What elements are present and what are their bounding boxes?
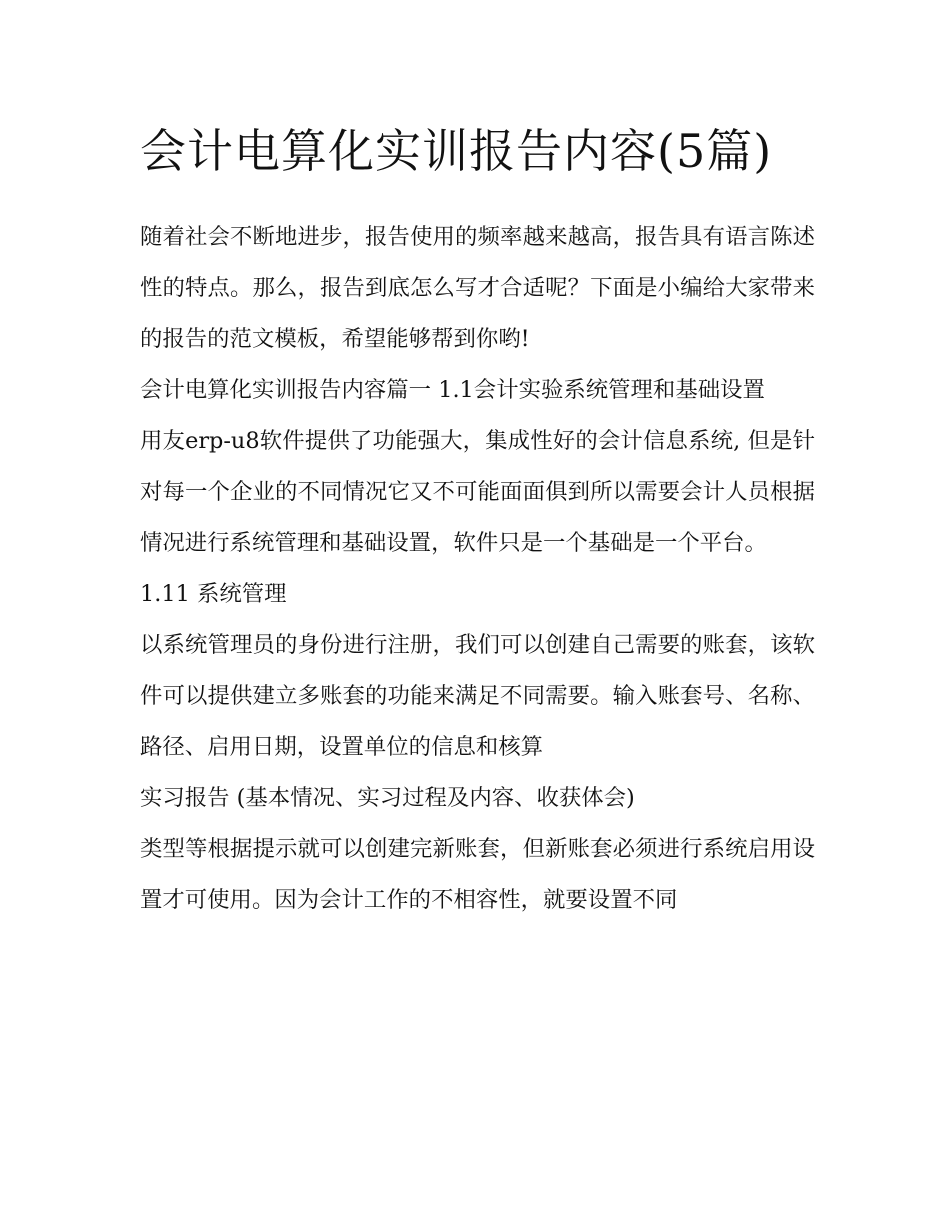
section-heading-1-1: 会计电算化实训报告内容篇一 1.1会计实验系统管理和基础设置	[140, 377, 765, 403]
body-paragraph: 类型等根据提示就可以创建完新账套，但新账套必须进行系统启用设置才可使用。因为会计工作的不相容性，就要设置不同	[140, 836, 815, 913]
section-heading-1-11: 1.11 系统管理	[140, 581, 287, 607]
intro-paragraph: 随着社会不断地进步，报告使用的频率越来越高，报告具有语言陈述性的特点。那么，报告到底怎么写才合适呢？下面是小编给大家带来的报告的范文模板，希望能够帮到你哟!	[140, 224, 815, 352]
document-title: 会计电算化实训报告内容(5篇)	[140, 124, 773, 178]
body-paragraph: 以系统管理员的身份进行注册，我们可以创建自己需要的账套，该软件可以提供建立多账套的功能来满足不同需要。输入账套号、名称、路径、启用日期，设置单位的信息和核算	[140, 632, 815, 760]
inserted-note-line: 实习报告 (基本情况、实习过程及内容、收获体会)	[140, 785, 635, 811]
body-paragraph: 用友erp-u8软件提供了功能强大，集成性好的会计信息系统, 但是针对每一个企业的不同情况它又不可能面面俱到所以需要会计人员根据情况进行系统管理和基础设置，软件只是一个基础是一个平台。	[140, 428, 815, 556]
document-content	[140, 112, 815, 926]
